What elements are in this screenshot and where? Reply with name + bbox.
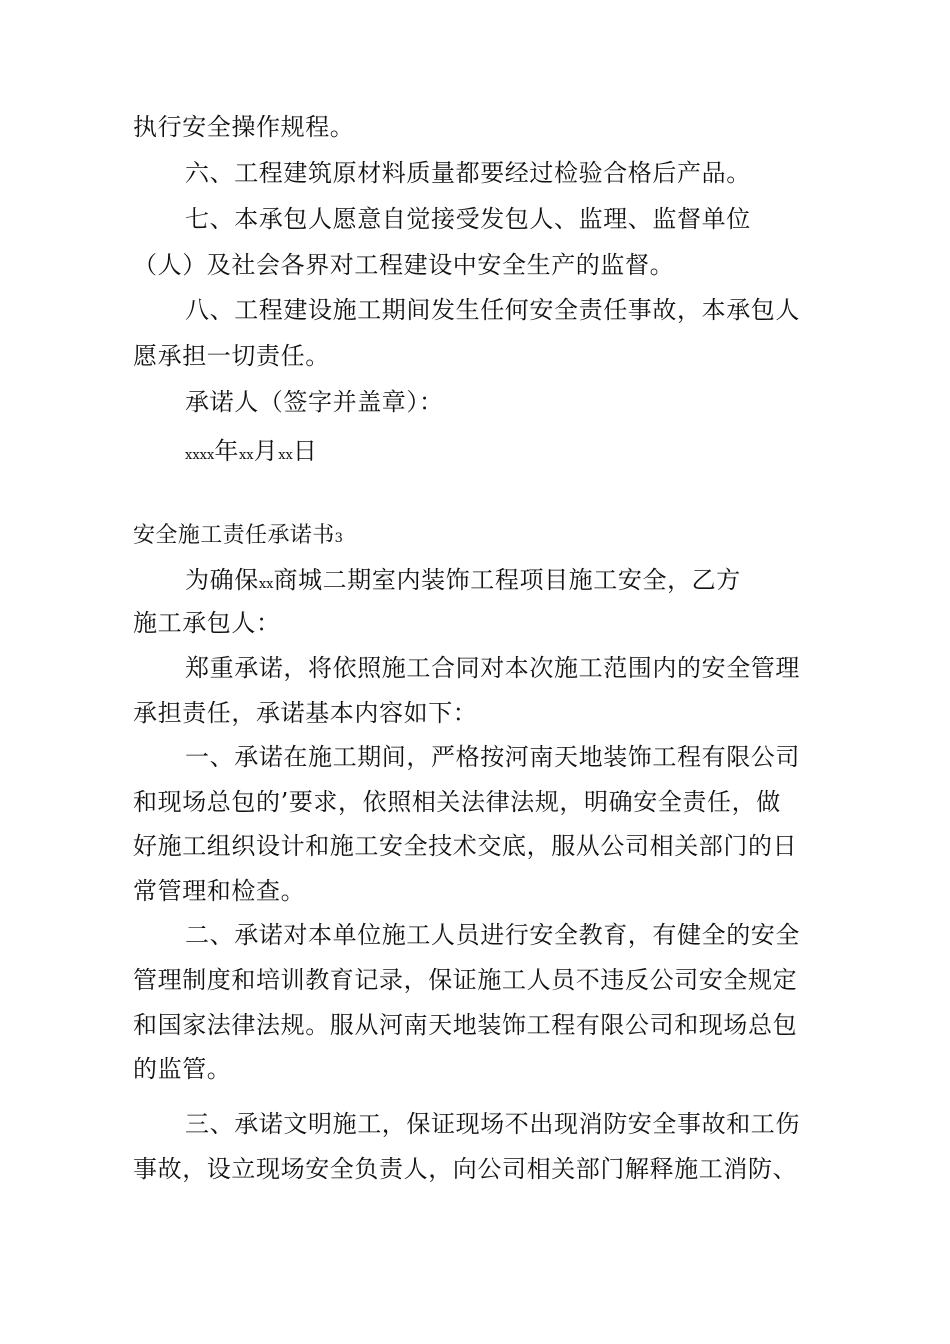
intro-line xyxy=(185,565,741,600)
signature-label: 承诺人（签字并盖章）： xyxy=(185,388,444,416)
intro-suffix: 商城二期室内装饰工程项目施工安全，乙方 xyxy=(273,566,741,594)
paragraph-line: 郑重承诺，将依照施工合同对本次施工范围内的安全管理 xyxy=(185,654,800,682)
paragraph-line: 七、本承包人愿意自觉接受发包人、监理、监督单位 xyxy=(185,205,751,233)
paragraph-line: （人）及社会各界对工程建设中安全生产的监督。 xyxy=(133,251,675,279)
paragraph-line: 施工承包人： xyxy=(133,609,281,637)
section-title xyxy=(133,521,343,554)
intro-placeholder: xx xyxy=(258,577,274,592)
date-year-placeholder: xxxx xyxy=(185,448,215,463)
paragraph-line: 事故，设立现场安全负责人，向公司相关部门解释施工消防、 xyxy=(133,1155,798,1183)
paragraph-line: 二、承诺对本单位施工人员进行安全教育，有健全的安全 xyxy=(185,921,800,949)
paragraph-line: 愿承担一切责任。 xyxy=(133,342,330,370)
paragraph-line: 常管理和检查。 xyxy=(133,877,306,905)
paragraph-line: 的监管。 xyxy=(133,1055,232,1083)
paragraph-line: 六、工程建筑原材料质量都要经过检验合格后产品。 xyxy=(185,159,751,187)
paragraph-line: 三、承诺文明施工，保证现场不出现消防安全事故和工伤 xyxy=(185,1110,800,1138)
date-line xyxy=(185,436,318,471)
intro-prefix: 为确保 xyxy=(185,566,259,594)
paragraph-line: 和现场总包的’要求，依照相关法律法规，明确安全责任，做 xyxy=(133,788,781,816)
date-month-placeholder: xx xyxy=(238,448,254,463)
date-month-char: 月 xyxy=(253,437,279,465)
date-year-char: 年 xyxy=(214,437,239,465)
paragraph-line: 好施工组织设计和施工安全技术交底，服从公司相关部门的日 xyxy=(133,832,798,860)
date-day-placeholder: xx xyxy=(278,448,293,463)
paragraph-line: 和国家法律法规。服从河南天地装饰工程有限公司和现场总包 xyxy=(133,1011,798,1039)
section-title-number: 3 xyxy=(334,531,343,546)
paragraph-line: 承担责任，承诺基本内容如下： xyxy=(133,699,478,727)
paragraph-line: 一、承诺在施工期间，严格按河南天地装饰工程有限公司 xyxy=(185,743,800,771)
paragraph-line: 管理制度和培训教育记录，保证施工人员不违反公司安全规定 xyxy=(133,966,798,994)
paragraph-line: 执行安全操作规程。 xyxy=(133,113,355,141)
date-day-char: 日 xyxy=(292,437,318,465)
paragraph-line: 八、工程建设施工期间发生任何安全责任事故，本承包人 xyxy=(185,296,800,324)
section-title-text: 安全施工责任承诺书 xyxy=(133,523,335,548)
